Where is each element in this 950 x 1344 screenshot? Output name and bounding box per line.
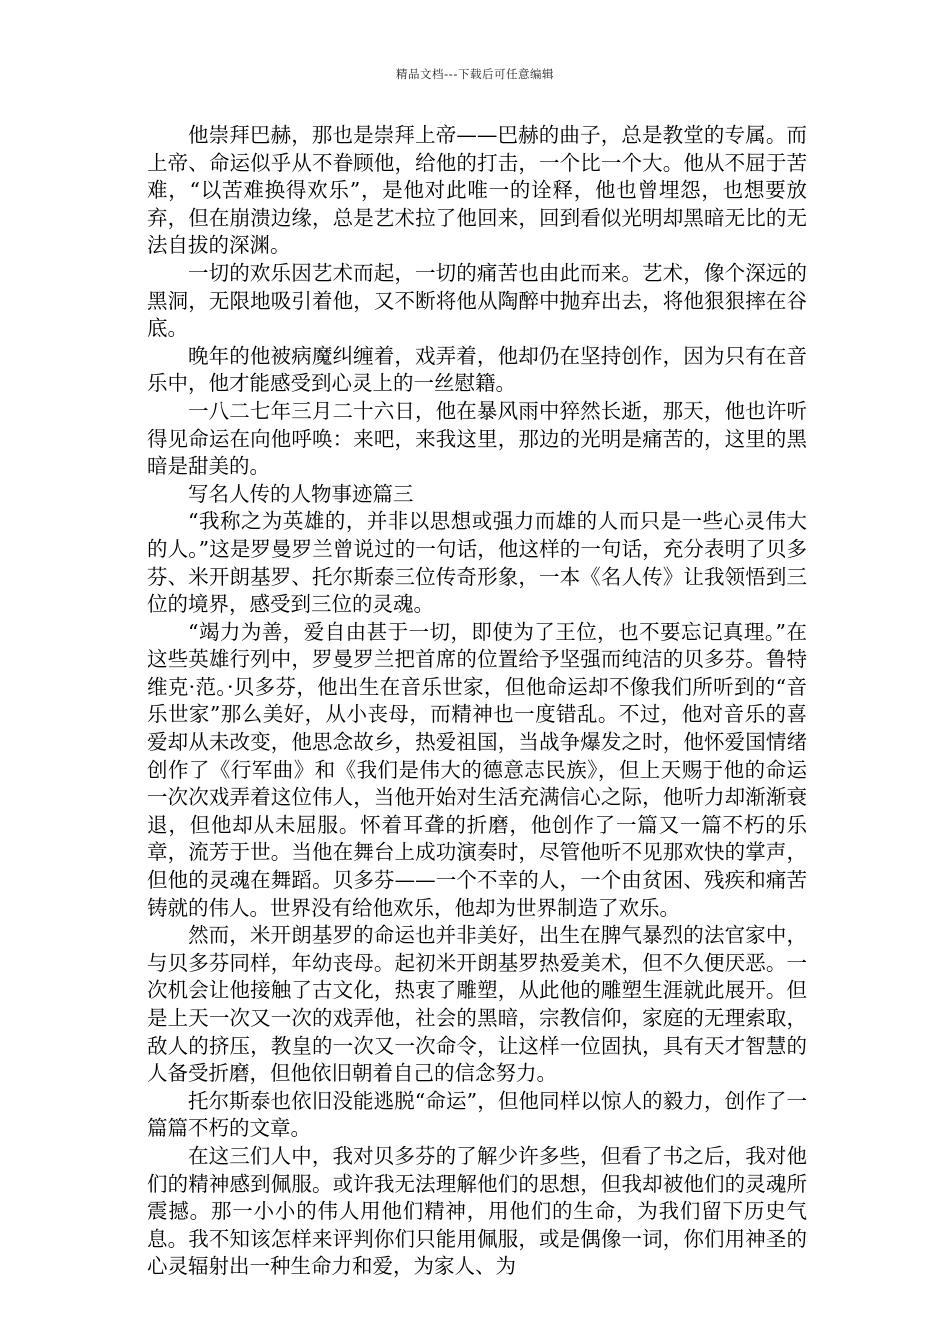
paragraph: “竭力为善，爱自由甚于一切，即使为了王位，也不要忘记真理。”在这些英雄行列中，罗曼罗兰把首席的位置给予坚强而纯洁的贝多芬。鲁特维克·范。·贝多芬，他出生在音乐世家，但他命运却不像我们所听到的“音乐世家”那么美好，从小丧母，而精神也一度错乱。不过，他对音乐的喜爱却从未改变，他思念故乡，热爱祖国，当战争爆发之时，他怀爱国情绪创作了《行军曲》和《我们是伟大的德意志民族》，但上天赐于他的命运一次次戏弄着这位伟人，当他开始对生活充满信心之际，他听力却渐渐衰退，但他却从未屈服。怀着耳聋的折磨，他创作了一篇又一篇不朽的乐章，流芳于世。当他在舞台上成功演奏时，尽管他听不见那欢快的掌声，但他的灵魂在舞蹈。贝多芬——一个不幸的人，一个由贫困、残疾和痛苦铸就的伟人。世界没有给他欢乐，他却为世界制造了欢乐。 xyxy=(147,619,807,920)
paragraph: 然而，米开朗基罗的命运也并非美好，出生在脾气暴烈的法官家中，与贝多芬同样，年幼丧母。起初米开朗基罗热爱美术，但不久便厌恶。一次机会让他接触了古文化，热衷了雕塑，从此他的雕塑生涯就此展开。但是上天一次又一次的戏弄他，社会的黑暗，宗教信仰，家庭的无理索取，敌人的挤压，教皇的一次又一次命令，让这样一位固执，具有天才智慧的人备受折磨，但他依旧朝着自己的信念努力。 xyxy=(147,923,807,1086)
page-header: 精品文档---下载后可任意编辑 xyxy=(396,67,554,81)
paragraph: 他崇拜巴赫，那也是崇拜上帝——巴赫的曲子，总是教堂的专属。而上帝、命运似乎从不眷顾他，给他的打击，一个比一个大。他从不屈于苦难，“以苦难换得欢乐”，是他对此唯一的诠释，他也曾埋怨，也想要放弃，但在崩溃边缘，总是艺术拉了他回来，回到看似光明却黑暗无比的无法自拔的深渊。 xyxy=(147,123,807,258)
paragraph: 托尔斯泰也依旧没能逃脱“命运”，但他同样以惊人的毅力，创作了一篇篇不朽的文章。 xyxy=(147,1088,807,1141)
paragraph: 一切的欢乐因艺术而起，一切的痛苦也由此而来。艺术，像个深远的黑洞，无限地吸引着他，又不断将他从陶醉中抛弃出去，将他狠狠摔在谷底。 xyxy=(147,260,807,341)
paragraph: 在这三们人中，我对贝多芬的了解少许多些，但看了书之后，我对他们的精神感到佩服。或许我无法理解他们的思想，但我却被他们的灵魂所震撼。那一小小的伟人用他们精神，用他们的生命，为我们留下历史气息。我不知该怎样来评判你们只能用佩服，或是偶像一词，你们用神圣的心灵辐射出一种生命力和爱，为家人、为 xyxy=(147,1143,807,1279)
paragraph: “我称之为英雄的，并非以思想或强力而雄的人而只是一些心灵伟大的人。”这是罗曼罗兰曾说过的一句话，他这样的一句话，充分表明了贝多芬、米开朗基罗、托尔斯泰三位传奇形象，一本《名人传》让我领悟到三位的境界，感受到三位的灵魂。 xyxy=(147,509,807,617)
section-heading: 写名人传的人物事迹篇三 xyxy=(188,481,414,506)
paragraph: 一八二七年三月二十六日，他在暴风雨中猝然长逝，那天，他也许听得见命运在向他呼唤：来吧，来我这里，那边的光明是痛苦的，这里的黑暗是甜美的。 xyxy=(147,398,807,479)
document-body xyxy=(147,122,807,1281)
paragraph: 晚年的他被病魔纠缠着，戏弄着，他却仍在坚持创作，因为只有在音乐中，他才能感受到心灵上的一丝慰籍。 xyxy=(147,343,807,396)
